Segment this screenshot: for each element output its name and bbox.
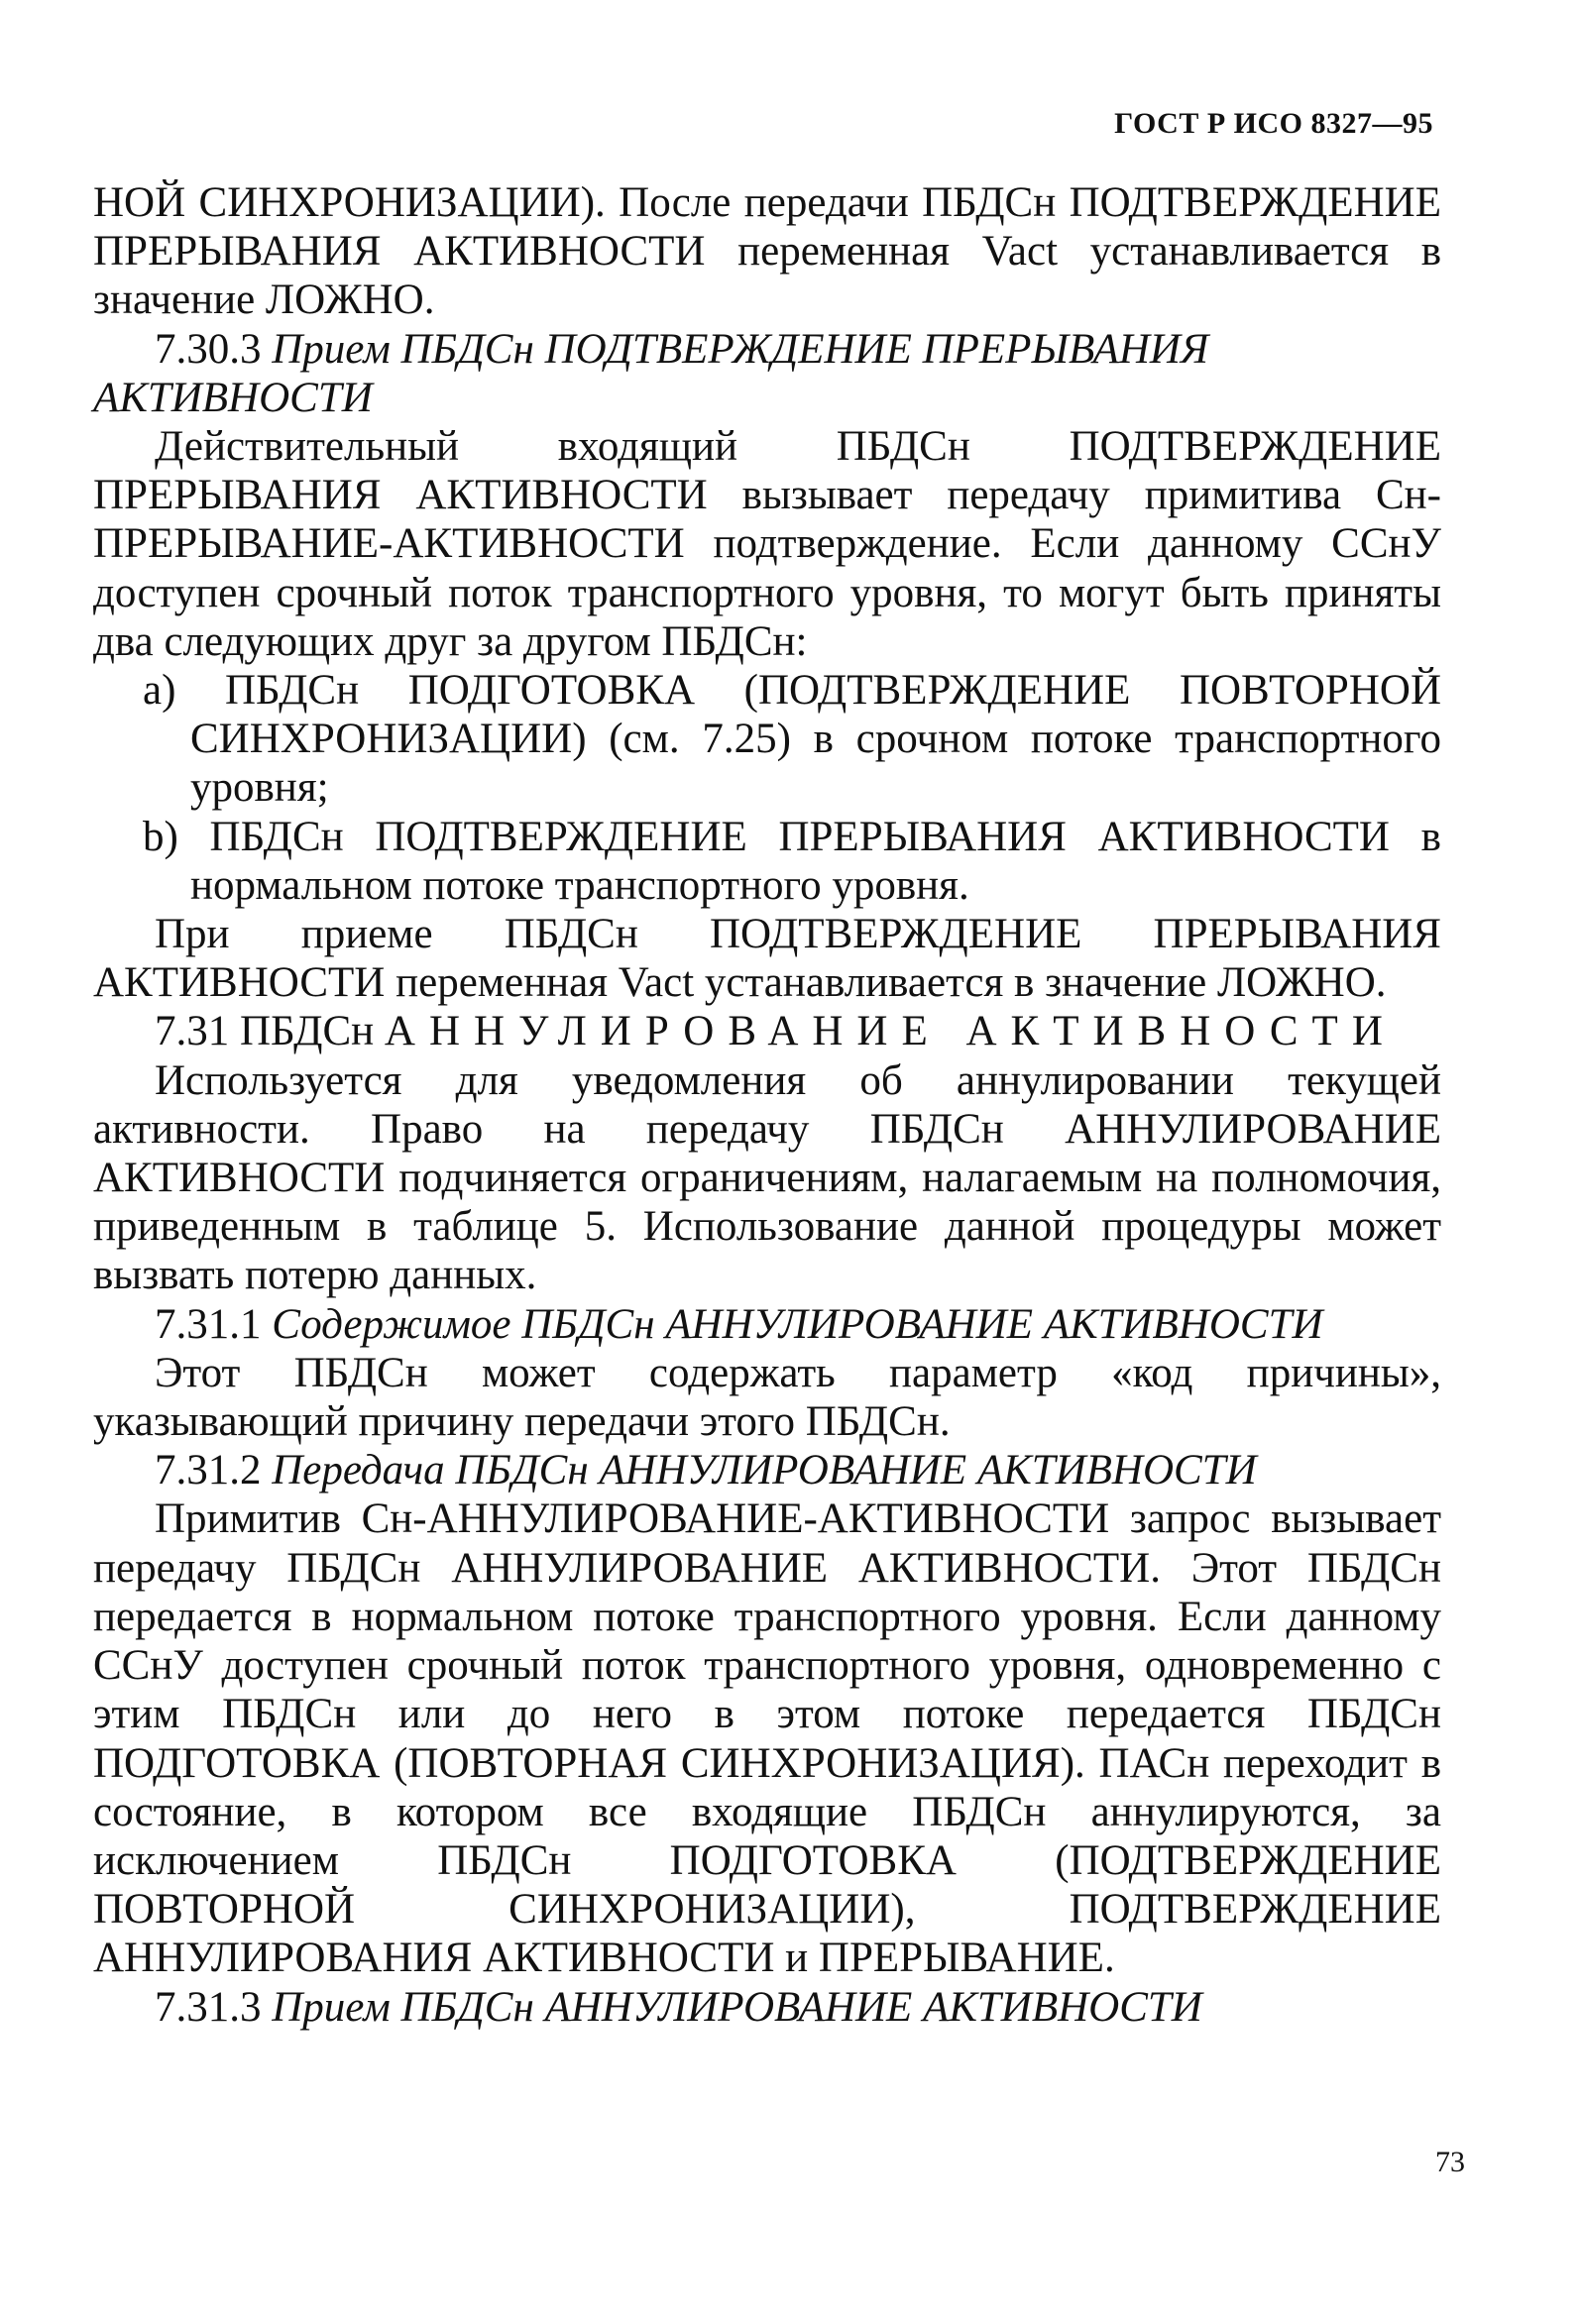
paragraph: При приеме ПБДСн ПОДТВЕРЖДЕНИЕ ПРЕРЫВАНИЯ АКТИВНОСТИ переменная Vact устанавливается в значение ЛОЖНО. xyxy=(93,911,1441,1007)
paragraph: Действительный входящий ПБДСн ПОДТВЕРЖДЕНИЕ ПРЕРЫВАНИЯ АКТИВНОСТИ вызывает передачу примитива Сн-ПРЕРЫВАНИЕ-АКТИВНОСТИ подтверждение. Если данному ССнУ доступен срочный поток транспортного уровня, то могут быть приняты два следующих друг за другом ПБДСн: xyxy=(93,423,1441,665)
paragraph: Примитив Сн-АННУЛИРОВАНИЕ-АКТИВНОСТИ запрос вызывает передачу ПБДСн АННУЛИРОВАНИЕ АКТИВНОСТИ. Этот ПБДСн передается в нормальном потоке транспортного уровня. Если данному ССнУ доступен срочный поток транспортного уровня, одновременно с этим ПБДСн или до него в этом потоке передается ПБДСн ПОДГОТОВКА (ПОВТОРНАЯ СИНХРОНИЗАЦИЯ). ПАСн переходит в состояние, в котором все входящие ПБДСн аннулируются, за исключением ПБДСн ПОДГОТОВКА (ПОДТВЕРЖДЕНИЕ ПОВТОРНОЙ СИНХРОНИЗАЦИИ), ПОДТВЕРЖДЕНИЕ АННУЛИРОВАНИЯ АКТИВНОСТИ и ПРЕРЫВАНИЕ. xyxy=(93,1495,1441,1982)
section-number: 7.31.2 xyxy=(155,1447,262,1494)
paragraph: НОЙ СИНХРОНИЗАЦИИ). После передачи ПБДСн ПОДТВЕРЖДЕНИЕ ПРЕРЫВАНИЯ АКТИВНОСТИ переменная Vact устанавливается в значение ЛОЖНО. xyxy=(93,179,1441,324)
section-heading-7-31-3 xyxy=(93,1983,1441,2032)
section-number: 7.31 ПБДСн xyxy=(155,1008,375,1055)
running-header: ГОСТ Р ИСО 8327—95 xyxy=(1114,107,1433,140)
document-body xyxy=(93,178,1441,2032)
paragraph: Этот ПБДСн может содержать параметр «код причины», указывающий причину передачи этого ПБДСн. xyxy=(93,1349,1441,1446)
section-title: Прием ПБДСн ПОДТВЕРЖДЕНИЕ ПРЕРЫВАНИЯ АКТИВНОСТИ xyxy=(93,325,1209,421)
section-number: 7.31.3 xyxy=(155,1983,262,2031)
paragraph: Используется для уведомления об аннулировании текущей активности. Право на передачу ПБДСн АННУЛИРОВАНИЕ АКТИВНОСТИ подчиняется ограничениям, налагаемым на полномочия, приведенным в таблице 5. Использование данной процедуры может вызвать потерю данных. xyxy=(93,1056,1441,1299)
list-item-b: b) ПБДСн ПОДТВЕРЖДЕНИЕ ПРЕРЫВАНИЯ АКТИВНОСТИ в нормальном потоке транспортного уровня. xyxy=(143,813,1441,909)
section-number: 7.30.3 xyxy=(155,325,262,373)
section-number: 7.31.1 xyxy=(155,1300,262,1348)
section-title: Прием ПБДСн АННУЛИРОВАНИЕ АКТИВНОСТИ xyxy=(272,1983,1202,2031)
section-heading-7-30-3 xyxy=(93,325,1441,422)
section-title: Содержимое ПБДСн АННУЛИРОВАНИЕ АКТИВНОСТИ xyxy=(272,1300,1323,1348)
section-heading-7-31 xyxy=(93,1007,1441,1055)
section-heading-7-31-1 xyxy=(93,1300,1441,1349)
section-title: Передача ПБДСн АННУЛИРОВАНИЕ АКТИВНОСТИ xyxy=(272,1447,1257,1494)
page-number: 73 xyxy=(1435,2146,1465,2178)
list-item-a: a) ПБДСн ПОДГОТОВКА (ПОДТВЕРЖДЕНИЕ ПОВТОРНОЙ СИНХРОНИЗАЦИИ) (см. 7.25) в срочном потоке транспортного уровня; xyxy=(143,667,1441,812)
section-heading-7-31-2 xyxy=(93,1446,1441,1494)
section-title: АННУЛИРОВАНИЕ АКТИВНОСТИ xyxy=(384,1008,1397,1055)
